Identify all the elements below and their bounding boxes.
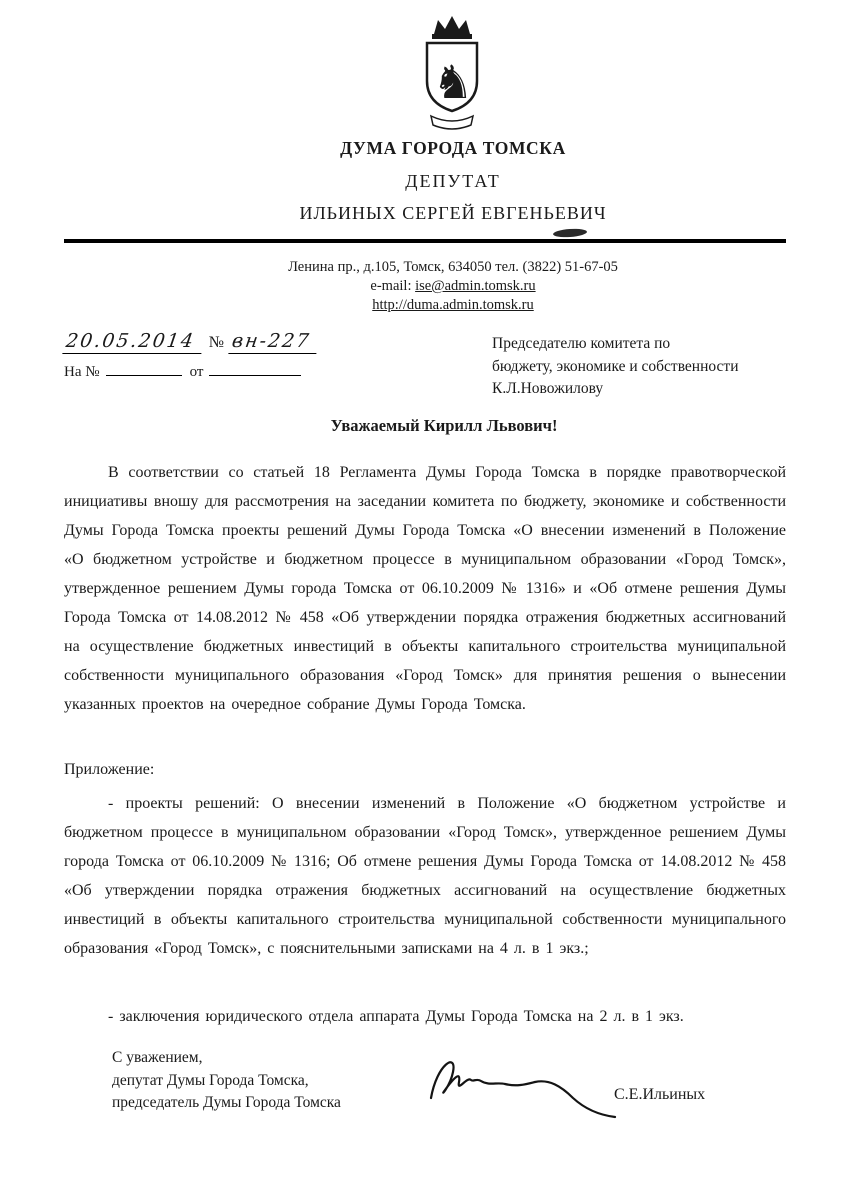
email-line bbox=[56, 277, 850, 296]
email-address: ise@admin.tomsk.ru bbox=[415, 278, 536, 294]
contacts-block bbox=[0, 258, 850, 315]
email-label: e-mail: bbox=[370, 278, 416, 294]
reply-reference-line bbox=[64, 362, 318, 381]
website-line bbox=[56, 296, 850, 315]
reply-from-label: от bbox=[189, 364, 204, 380]
deputy-title: ДЕПУТАТ bbox=[405, 171, 501, 191]
addressee-line-1: Председателю комитета по bbox=[492, 335, 671, 352]
signoff-line-3: председатель Думы Города Томска bbox=[112, 1094, 341, 1111]
reply-label: На № bbox=[64, 364, 100, 380]
address-phone-line: Ленина пр., д.105, Томск, 634050 тел. (3822) 51-67-05 bbox=[288, 259, 618, 275]
addressee-block bbox=[492, 333, 739, 401]
number-sign: № bbox=[208, 334, 225, 351]
signatory-name: С.Е.Ильиных bbox=[614, 1086, 706, 1103]
organization-name: ДУМА ГОРОДА ТОМСКА bbox=[340, 138, 566, 158]
crown-icon bbox=[434, 16, 470, 34]
signoff-line-1: С уважением, bbox=[112, 1049, 203, 1066]
addressee-line-2: бюджету, экономике и собственности bbox=[492, 357, 739, 375]
signoff-line-2: депутат Думы Города Томска, bbox=[112, 1071, 309, 1089]
attachment-item-1: - проекты решений: О внесении изменений в Положение «О бюджетном устройстве и бюджетном процессе в муниципальном образовании «Город Томск», утвержденное решением Думы города Томска от 06.10.2009 № 1316; Об отмене решения Думы Города Томска от 14.08.2012 № 458 «Об утверждении порядка отражения бюджетных ассигнований на осуществление бюджетных инвестиций в объекты капитального строительства муниципальной собственности муниципального образования «Город Томск», с пояснительными записками на 4 л. в 1 экз.; bbox=[64, 795, 786, 957]
addressee-line-3: К.Л.Новожилову bbox=[492, 380, 604, 397]
handwritten-date: 20.05.2014 bbox=[62, 330, 204, 354]
salutation: Уважаемый Кирилл Львович! bbox=[330, 416, 558, 435]
letterhead-divider bbox=[64, 239, 786, 243]
reply-number-blank bbox=[106, 362, 182, 376]
handwritten-signature bbox=[423, 1046, 618, 1120]
handwritten-number: вн-227 bbox=[228, 330, 320, 354]
reply-date-blank bbox=[209, 362, 301, 376]
deputy-full-name: ИЛЬИНЫХ СЕРГЕЙ ЕВГЕНЬЕВИЧ bbox=[299, 203, 607, 223]
tomsk-coat-of-arms-icon bbox=[419, 12, 485, 134]
horse-icon: ♞ bbox=[432, 57, 474, 108]
body-paragraph: В соответствии со статьей 18 Регламента Думы Города Томска в порядке правотворческой инициативы вношу для рассмотрения на заседании комитета по бюджету, экономике и собственности Думы Города Томска проекты решений Думы Города Томска «О внесении изменений в Положение «О бюджетном устройстве и бюджетном процессе в муниципальном образовании «Город Томск», утвержденное решением Думы города Томска от 06.10.2009 № 1316» и «Об отмене решения Думы Города Томска от 14.08.2012 № 458 «Об утверждении порядка отражения бюджетных ассигнований на осуществление бюджетных инвестиций в объекты капитального строительства муниципальной собственности муниципального образования «Город Томск» для принятия решения о вынесении указанных проектов на очередное собрание Думы Города Томска. bbox=[64, 464, 786, 713]
ribbon-icon bbox=[431, 116, 473, 129]
reference-date-line bbox=[64, 330, 318, 354]
scan-smudge bbox=[553, 228, 587, 238]
attachments-label: Приложение: bbox=[64, 761, 155, 778]
reference-block bbox=[64, 330, 318, 381]
attachment-item-2: - заключения юридического отдела аппарата Думы Города Томска на 2 л. в 1 экз. bbox=[108, 1008, 684, 1025]
website-url: http://duma.admin.tomsk.ru bbox=[372, 297, 534, 313]
signoff-block bbox=[112, 1047, 341, 1115]
